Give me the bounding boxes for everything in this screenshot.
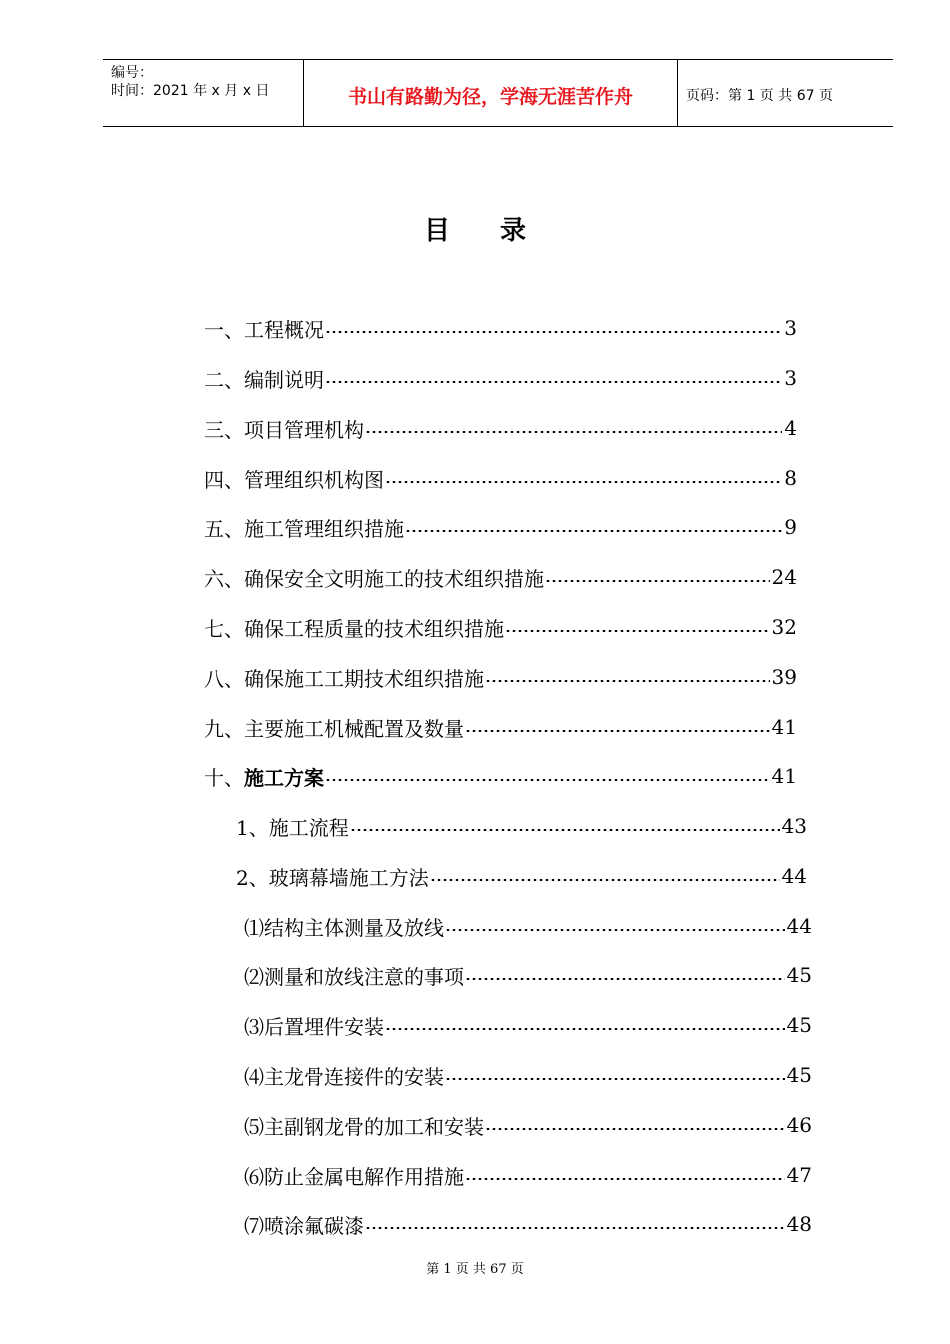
toc-entry-page: 24 (771, 565, 797, 589)
toc-entry[interactable] (204, 709, 797, 745)
toc-entry-label: 七、确保工程质量的技术组织措施 (204, 616, 504, 641)
toc-entry[interactable] (244, 1107, 812, 1143)
toc-entry[interactable] (244, 1057, 812, 1093)
dot-leader (485, 1128, 785, 1130)
toc-entry[interactable] (244, 1157, 812, 1193)
toc-entry-page: 4 (784, 416, 797, 440)
toc-entry-heading: 施工方案 (244, 765, 324, 790)
toc-entry-page: 39 (771, 665, 797, 689)
dot-leader (325, 381, 782, 383)
toc-entry-page: 44 (786, 914, 812, 938)
toc-entry[interactable] (204, 360, 797, 396)
toc-entry-label: ⑶后置埋件安装 (244, 1014, 384, 1039)
dot-leader (485, 680, 770, 682)
toc-entry[interactable] (244, 1007, 812, 1043)
toc-entry-page: 43 (781, 814, 807, 838)
header-page-info: 页码：第 1 页 共 67 页 (686, 88, 833, 104)
document-number-label: 编号： (111, 65, 153, 81)
toc-entry[interactable] (236, 858, 807, 894)
toc-entry-label: 八、确保施工工期技术组织措施 (204, 666, 484, 691)
toc-entry-label: 2、玻璃幕墙施工方法 (236, 865, 429, 890)
toc-entry-label: ⑸主副钢龙骨的加工和安装 (244, 1114, 484, 1139)
header-divider (677, 60, 678, 126)
toc-entry-page: 45 (786, 963, 812, 987)
toc-entry[interactable] (244, 1206, 812, 1242)
toc-entry-page: 8 (784, 466, 797, 490)
dot-leader (465, 1178, 785, 1180)
header-motto: 书山有路勤为径，学海无涯苦作舟 (347, 86, 633, 108)
dot-leader (365, 1227, 785, 1229)
toc-entry[interactable] (204, 659, 797, 695)
toc-entry-label: ⑹防止金属电解作用措施 (244, 1164, 464, 1189)
toc-entry-page: 32 (771, 615, 797, 639)
toc-entry-page: 9 (784, 515, 797, 539)
toc-entry-label: ⑴结构主体测量及放线 (244, 915, 444, 940)
toc-entry[interactable] (236, 808, 807, 844)
page-footer: 第 1 页 共 67 页 (426, 1262, 524, 1277)
toc-entry-label: 三、项目管理机构 (204, 417, 364, 442)
page-header (103, 59, 893, 127)
toc-entry-page: 41 (771, 715, 797, 739)
dot-leader (505, 630, 770, 632)
toc-entry-label: 五、施工管理组织措施 (204, 516, 404, 541)
toc-entry-label: ⑵测量和放线注意的事项 (244, 964, 464, 989)
dot-leader (445, 1078, 785, 1080)
toc-title: 目录 (423, 216, 576, 246)
toc-entry-label: ⑺喷涂氟碳漆 (244, 1213, 364, 1238)
toc-entry[interactable] (244, 908, 812, 944)
dot-leader (325, 331, 782, 333)
dot-leader (365, 431, 782, 433)
toc-entry-label: 六、确保安全文明施工的技术组织措施 (204, 566, 544, 591)
toc-entry-label: 四、管理组织机构图 (204, 467, 384, 492)
dot-leader (545, 580, 770, 582)
dot-leader (385, 481, 782, 483)
toc-entry-page: 45 (786, 1063, 812, 1087)
toc-entry[interactable] (204, 559, 797, 595)
dot-leader (465, 730, 770, 732)
toc-entry[interactable] (204, 410, 797, 446)
toc-entry-label: 1、施工流程 (236, 815, 349, 840)
toc-entry-page: 41 (771, 764, 797, 788)
dot-leader (325, 779, 770, 781)
dot-leader (405, 530, 782, 532)
toc-entry-number: 十、 (204, 765, 244, 790)
toc-entry-page: 45 (786, 1013, 812, 1037)
dot-leader (445, 929, 785, 931)
toc-entry-label: 九、主要施工机械配置及数量 (204, 716, 464, 741)
document-time-label: 时间：2021 年 x 月 x 日 (111, 83, 270, 99)
toc-entry-page: 48 (786, 1212, 812, 1236)
dot-leader (385, 1028, 785, 1030)
toc-entry[interactable] (204, 310, 797, 346)
header-meta (111, 64, 269, 100)
toc-entry-page: 46 (786, 1113, 812, 1137)
toc-entry-label: 一、工程概况 (204, 317, 324, 342)
toc-entry[interactable] (244, 957, 812, 993)
toc-entry-page: 3 (784, 316, 797, 340)
toc-entry[interactable] (204, 460, 797, 496)
toc-entry-page: 47 (786, 1163, 812, 1187)
dot-leader (350, 829, 780, 831)
dot-leader (430, 879, 780, 881)
toc-entry-page: 3 (784, 366, 797, 390)
toc-entry[interactable] (204, 609, 797, 645)
toc-entry[interactable] (204, 758, 797, 794)
toc-entry-label (204, 762, 324, 791)
toc-entry-label: 二、编制说明 (204, 367, 324, 392)
toc-entry-page: 44 (781, 864, 807, 888)
dot-leader (465, 978, 785, 980)
toc-entry-label: ⑷主龙骨连接件的安装 (244, 1064, 444, 1089)
toc-entry[interactable] (204, 509, 797, 545)
